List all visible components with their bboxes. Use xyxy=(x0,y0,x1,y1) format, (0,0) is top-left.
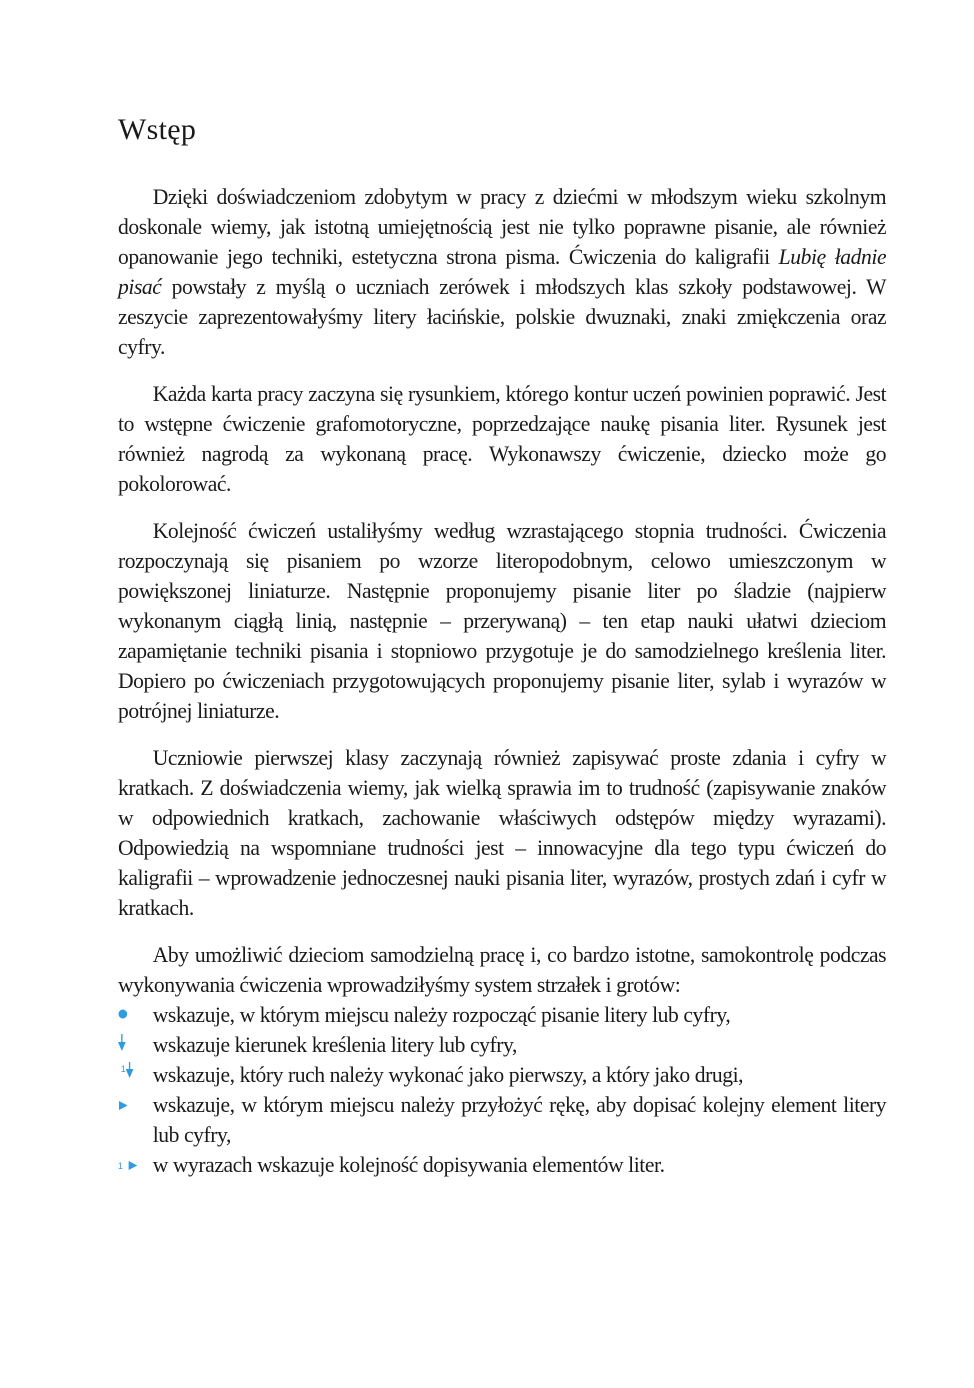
arrowhead-right-icon xyxy=(110,1090,149,1120)
legend-item xyxy=(118,1030,886,1060)
arrow-number: 1 xyxy=(120,1063,126,1075)
book-title: Lubię ładnie pisać xyxy=(118,244,887,299)
legend-item-text: wskazuje, w którym miejscu należy przyłożyć rękę, aby dopisać kolejny element litery lub cyfry, xyxy=(152,1092,887,1147)
paragraph-order: Kolejność ćwiczeń ustaliłyśmy według wzrastającego stopnia trudności. Ćwiczenia rozpoczynają się pisaniem po wzorze literopodobnym, celowo umieszczonym w powiększonej liniaturze. Następnie proponujemy pisanie liter po śladzie (najpierw wykonanym ciągłą linią, następnie – przerywaną) – ten etap nauki ułatwi dzieciom zapamiętanie techniki pisania i stopniowo przygotuje je do samodzielnego kreślenia liter. Dopiero po ćwiczeniach przygotowujących proponujemy pisanie liter, sylab i wyrazów w potrójnej liniaturze. xyxy=(118,518,887,723)
numbered-arrowhead-right-icon xyxy=(110,1150,149,1180)
paragraph-intro-text-1: Dzięki doświadczeniom zdobytym w pracy z dziećmi w młodszym wieku szkolnym doskonale wiemy, jak istotną umiejętnością jest nie tylko poprawne pisanie, ale również opanowanie jego techniki, estetyczna strona pisma. Ćwiczenia do kaligrafii xyxy=(118,184,887,269)
legend-item-text: wskazuje kierunek kreślenia litery lub cyfry, xyxy=(152,1032,517,1057)
legend-item-text: wskazuje, który ruch należy wykonać jako pierwszy, a który jako drugi, xyxy=(152,1062,744,1087)
arrow-legend-list xyxy=(118,1000,886,1180)
numbered-down-arrow-icon xyxy=(110,1060,149,1090)
arrowhead-number: 1 xyxy=(118,1160,123,1172)
document-page xyxy=(118,108,886,1180)
legend-item-text: w wyrazach wskazuje kolejność dopisywania elementów liter. xyxy=(152,1152,665,1177)
legend-item xyxy=(118,1150,886,1180)
legend-item xyxy=(118,1000,886,1030)
legend-item-text: wskazuje, w którym miejscu należy rozpocząć pisanie litery lub cyfry, xyxy=(152,1002,731,1027)
paragraph-intro-text-2: powstały z myślą o uczniach zerówek i młodszych klas szkoły podstawowej. W zeszycie zaprezentowałyśmy litery łacińskie, polskie dwuznaki, znaki zmiękczenia oraz cyfry. xyxy=(118,274,887,359)
paragraph-worksheet: Każda karta pracy zaczyna się rysunkiem, którego kontur uczeń powinien poprawić. Jest to wstępne ćwiczenie grafomotoryczne, poprzedzające naukę pisania liter. Rysunek jest również nagrodą za wykonaną pracę. Wykonawszy ćwiczenie, dziecko może go pokolorować. xyxy=(118,381,887,496)
dot-icon xyxy=(110,1000,149,1030)
legend-item xyxy=(118,1090,886,1150)
page-title: Wstęp xyxy=(118,113,197,146)
paragraph-arrows-intro: Aby umożliwić dzieciom samodzielną pracę i, co bardzo istotne, samokontrolę podczas wykonywania ćwiczenia wprowadziłyśmy system strzałek i grotów: xyxy=(118,942,887,997)
paragraph-intro xyxy=(118,182,886,362)
legend-item xyxy=(118,1060,886,1090)
paragraph-first-grade: Uczniowie pierwszej klasy zaczynają również zapisywać proste zdania i cyfry w kratkach. Z doświadczenia wiemy, jak wielką sprawia im to trudność (zapisywanie znaków w odpowiednich kratkach, zachowanie właściwych odstępów między wyrazami). Odpowiedzią na wspomniane trudności jest – innowacyjne dla tego typu ćwiczeń do kaligrafii – wprowadzenie jednoczesnej nauki pisania liter, wyrazów, prostych zdań i cyfr w kratkach. xyxy=(118,745,887,920)
down-arrow-icon xyxy=(110,1030,149,1060)
